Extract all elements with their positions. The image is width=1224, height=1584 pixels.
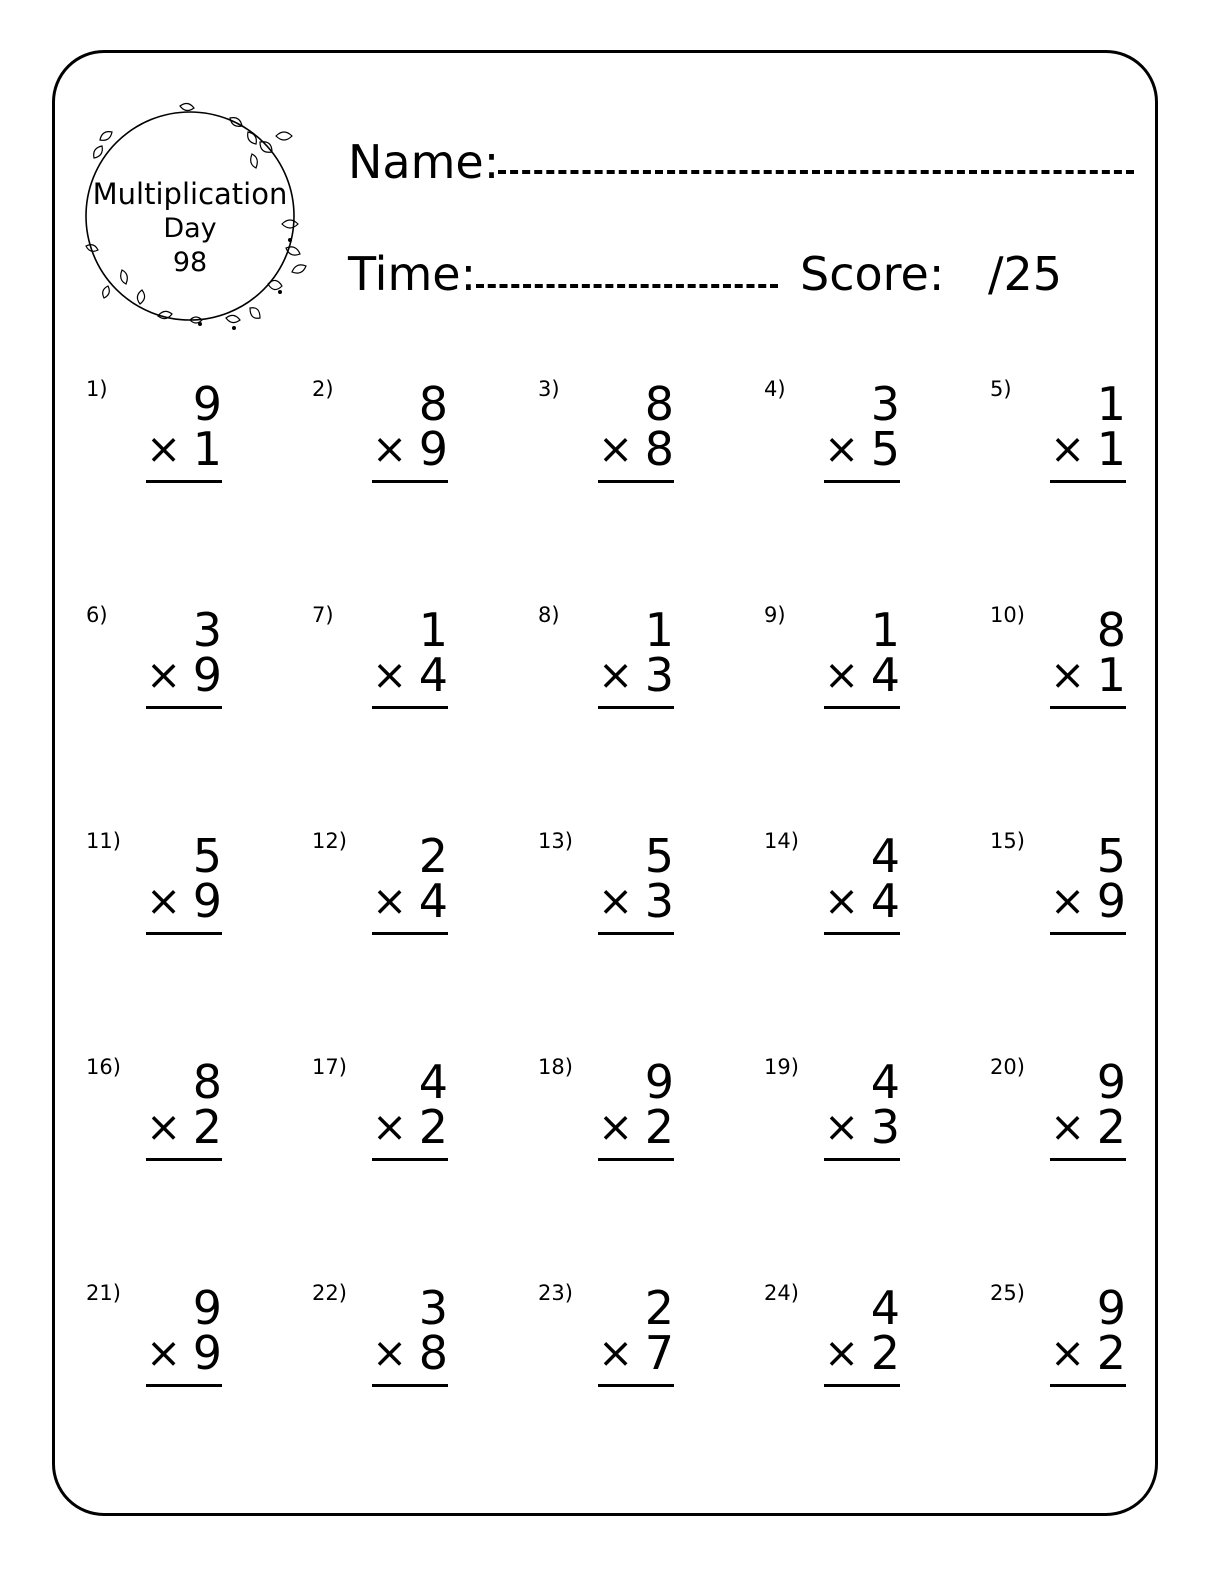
times-sign: × bbox=[372, 1102, 408, 1151]
answer-line[interactable] bbox=[824, 932, 900, 935]
answer-line[interactable] bbox=[146, 480, 222, 483]
times-sign: × bbox=[598, 1328, 634, 1377]
multiplicand: 2 bbox=[418, 829, 448, 883]
problem-2 bbox=[312, 376, 512, 486]
answer-line[interactable] bbox=[1050, 480, 1126, 483]
multiplicand: 1 bbox=[870, 603, 900, 657]
multiplicand: 8 bbox=[418, 377, 448, 431]
time-label: Time: bbox=[348, 247, 477, 301]
problem-number: 6) bbox=[86, 603, 108, 627]
multiplier: 2 bbox=[1096, 1100, 1126, 1154]
answer-line[interactable] bbox=[146, 706, 222, 709]
times-sign: × bbox=[1050, 1102, 1086, 1151]
problem-11 bbox=[86, 828, 286, 938]
problem-number: 21) bbox=[86, 1281, 121, 1305]
problem-number: 20) bbox=[990, 1055, 1025, 1079]
multiplicand: 8 bbox=[1096, 603, 1126, 657]
answer-line[interactable] bbox=[598, 1158, 674, 1161]
multiplier: 4 bbox=[418, 874, 448, 928]
problem-number: 12) bbox=[312, 829, 347, 853]
times-sign: × bbox=[146, 876, 182, 925]
times-sign: × bbox=[1050, 650, 1086, 699]
answer-line[interactable] bbox=[1050, 1158, 1126, 1161]
answer-line[interactable] bbox=[598, 480, 674, 483]
problem-1 bbox=[86, 376, 286, 486]
multiplier: 1 bbox=[1096, 648, 1126, 702]
multiplier: 9 bbox=[1096, 874, 1126, 928]
problem-number: 18) bbox=[538, 1055, 573, 1079]
problem-number: 25) bbox=[990, 1281, 1025, 1305]
answer-line[interactable] bbox=[824, 706, 900, 709]
times-sign: × bbox=[598, 424, 634, 473]
multiplicand: 3 bbox=[192, 603, 222, 657]
answer-line[interactable] bbox=[372, 932, 448, 935]
problem-number: 11) bbox=[86, 829, 121, 853]
multiplicand: 4 bbox=[418, 1055, 448, 1109]
multiplicand: 5 bbox=[192, 829, 222, 883]
problem-number: 2) bbox=[312, 377, 334, 401]
score-total: /25 bbox=[988, 247, 1063, 301]
multiplicand: 8 bbox=[192, 1055, 222, 1109]
multiplier: 9 bbox=[192, 648, 222, 702]
answer-line[interactable] bbox=[824, 1384, 900, 1387]
problem-number: 17) bbox=[312, 1055, 347, 1079]
answer-line[interactable] bbox=[372, 706, 448, 709]
answer-line[interactable] bbox=[372, 480, 448, 483]
problem-number: 9) bbox=[764, 603, 786, 627]
answer-line[interactable] bbox=[146, 1158, 222, 1161]
multiplier: 2 bbox=[644, 1100, 674, 1154]
name-line[interactable] bbox=[498, 170, 1134, 174]
day-number: 98 bbox=[172, 247, 208, 278]
multiplier: 4 bbox=[418, 648, 448, 702]
times-sign: × bbox=[372, 650, 408, 699]
multiplicand: 8 bbox=[644, 377, 674, 431]
answer-line[interactable] bbox=[146, 932, 222, 935]
times-sign: × bbox=[146, 1102, 182, 1151]
multiplicand: 1 bbox=[418, 603, 448, 657]
times-sign: × bbox=[824, 1328, 860, 1377]
multiplier: 7 bbox=[644, 1326, 674, 1380]
problem-number: 5) bbox=[990, 377, 1012, 401]
answer-line[interactable] bbox=[146, 1384, 222, 1387]
problem-number: 1) bbox=[86, 377, 108, 401]
times-sign: × bbox=[1050, 1328, 1086, 1377]
multiplier: 1 bbox=[192, 422, 222, 476]
score-label: Score: bbox=[800, 247, 945, 301]
times-sign: × bbox=[1050, 876, 1086, 925]
multiplicand: 3 bbox=[870, 377, 900, 431]
times-sign: × bbox=[824, 1102, 860, 1151]
times-sign: × bbox=[372, 876, 408, 925]
multiplicand: 9 bbox=[192, 1281, 222, 1335]
problem-19 bbox=[764, 1054, 964, 1164]
multiplicand: 9 bbox=[644, 1055, 674, 1109]
problem-8 bbox=[538, 602, 738, 712]
answer-line[interactable] bbox=[598, 932, 674, 935]
multiplier: 8 bbox=[644, 422, 674, 476]
problem-number: 15) bbox=[990, 829, 1025, 853]
multiplicand: 5 bbox=[644, 829, 674, 883]
multiplier: 9 bbox=[192, 874, 222, 928]
answer-line[interactable] bbox=[1050, 1384, 1126, 1387]
multiplicand: 2 bbox=[644, 1281, 674, 1335]
problem-23 bbox=[538, 1280, 738, 1390]
multiplier: 2 bbox=[1096, 1326, 1126, 1380]
problem-24 bbox=[764, 1280, 964, 1390]
times-sign: × bbox=[372, 424, 408, 473]
problem-number: 13) bbox=[538, 829, 573, 853]
multiplicand: 4 bbox=[870, 1055, 900, 1109]
problem-18 bbox=[538, 1054, 738, 1164]
worksheet-title: Multiplication bbox=[92, 177, 288, 211]
multiplicand: 3 bbox=[418, 1281, 448, 1335]
problem-12 bbox=[312, 828, 512, 938]
multiplicand: 4 bbox=[870, 829, 900, 883]
problem-6 bbox=[86, 602, 286, 712]
problem-number: 10) bbox=[990, 603, 1025, 627]
answer-line[interactable] bbox=[824, 1158, 900, 1161]
multiplier: 9 bbox=[192, 1326, 222, 1380]
answer-line[interactable] bbox=[598, 1384, 674, 1387]
times-sign: × bbox=[146, 424, 182, 473]
answer-line[interactable] bbox=[1050, 932, 1126, 935]
multiplier: 9 bbox=[418, 422, 448, 476]
answer-line[interactable] bbox=[1050, 706, 1126, 709]
problem-21 bbox=[86, 1280, 286, 1390]
multiplier: 3 bbox=[870, 1100, 900, 1154]
multiplier: 2 bbox=[418, 1100, 448, 1154]
answer-line[interactable] bbox=[598, 706, 674, 709]
times-sign: × bbox=[1050, 424, 1086, 473]
problem-number: 4) bbox=[764, 377, 786, 401]
name-label: Name: bbox=[348, 135, 500, 189]
times-sign: × bbox=[146, 650, 182, 699]
problem-13 bbox=[538, 828, 738, 938]
problem-number: 7) bbox=[312, 603, 334, 627]
time-line[interactable] bbox=[476, 284, 778, 288]
times-sign: × bbox=[598, 1102, 634, 1151]
times-sign: × bbox=[824, 650, 860, 699]
multiplicand: 5 bbox=[1096, 829, 1126, 883]
multiplicand: 1 bbox=[644, 603, 674, 657]
multiplier: 4 bbox=[870, 874, 900, 928]
problem-5 bbox=[990, 376, 1190, 486]
problem-9 bbox=[764, 602, 964, 712]
multiplicand: 4 bbox=[870, 1281, 900, 1335]
problem-22 bbox=[312, 1280, 512, 1390]
problem-15 bbox=[990, 828, 1190, 938]
multiplier: 8 bbox=[418, 1326, 448, 1380]
answer-line[interactable] bbox=[824, 480, 900, 483]
problem-16 bbox=[86, 1054, 286, 1164]
problem-number: 22) bbox=[312, 1281, 347, 1305]
times-sign: × bbox=[146, 1328, 182, 1377]
problem-14 bbox=[764, 828, 964, 938]
title-wreath-badge bbox=[80, 98, 316, 334]
problem-3 bbox=[538, 376, 738, 486]
times-sign: × bbox=[372, 1328, 408, 1377]
multiplier: 5 bbox=[870, 422, 900, 476]
problem-number: 8) bbox=[538, 603, 560, 627]
multiplier: 1 bbox=[1096, 422, 1126, 476]
multiplier: 3 bbox=[644, 874, 674, 928]
problem-number: 16) bbox=[86, 1055, 121, 1079]
problem-number: 14) bbox=[764, 829, 799, 853]
day-label: Day bbox=[163, 213, 217, 244]
times-sign: × bbox=[598, 650, 634, 699]
multiplier: 2 bbox=[192, 1100, 222, 1154]
multiplicand: 9 bbox=[1096, 1055, 1126, 1109]
multiplicand: 9 bbox=[192, 377, 222, 431]
problem-25 bbox=[990, 1280, 1190, 1390]
multiplicand: 9 bbox=[1096, 1281, 1126, 1335]
answer-line[interactable] bbox=[372, 1384, 448, 1387]
multiplicand: 1 bbox=[1096, 377, 1126, 431]
times-sign: × bbox=[598, 876, 634, 925]
times-sign: × bbox=[824, 424, 860, 473]
answer-line[interactable] bbox=[372, 1158, 448, 1161]
multiplier: 2 bbox=[870, 1326, 900, 1380]
problem-7 bbox=[312, 602, 512, 712]
problem-17 bbox=[312, 1054, 512, 1164]
problem-20 bbox=[990, 1054, 1190, 1164]
multiplier: 3 bbox=[644, 648, 674, 702]
times-sign: × bbox=[824, 876, 860, 925]
problem-number: 3) bbox=[538, 377, 560, 401]
multiplier: 4 bbox=[870, 648, 900, 702]
problem-number: 23) bbox=[538, 1281, 573, 1305]
problem-4 bbox=[764, 376, 964, 486]
problem-10 bbox=[990, 602, 1190, 712]
problem-number: 19) bbox=[764, 1055, 799, 1079]
problem-number: 24) bbox=[764, 1281, 799, 1305]
